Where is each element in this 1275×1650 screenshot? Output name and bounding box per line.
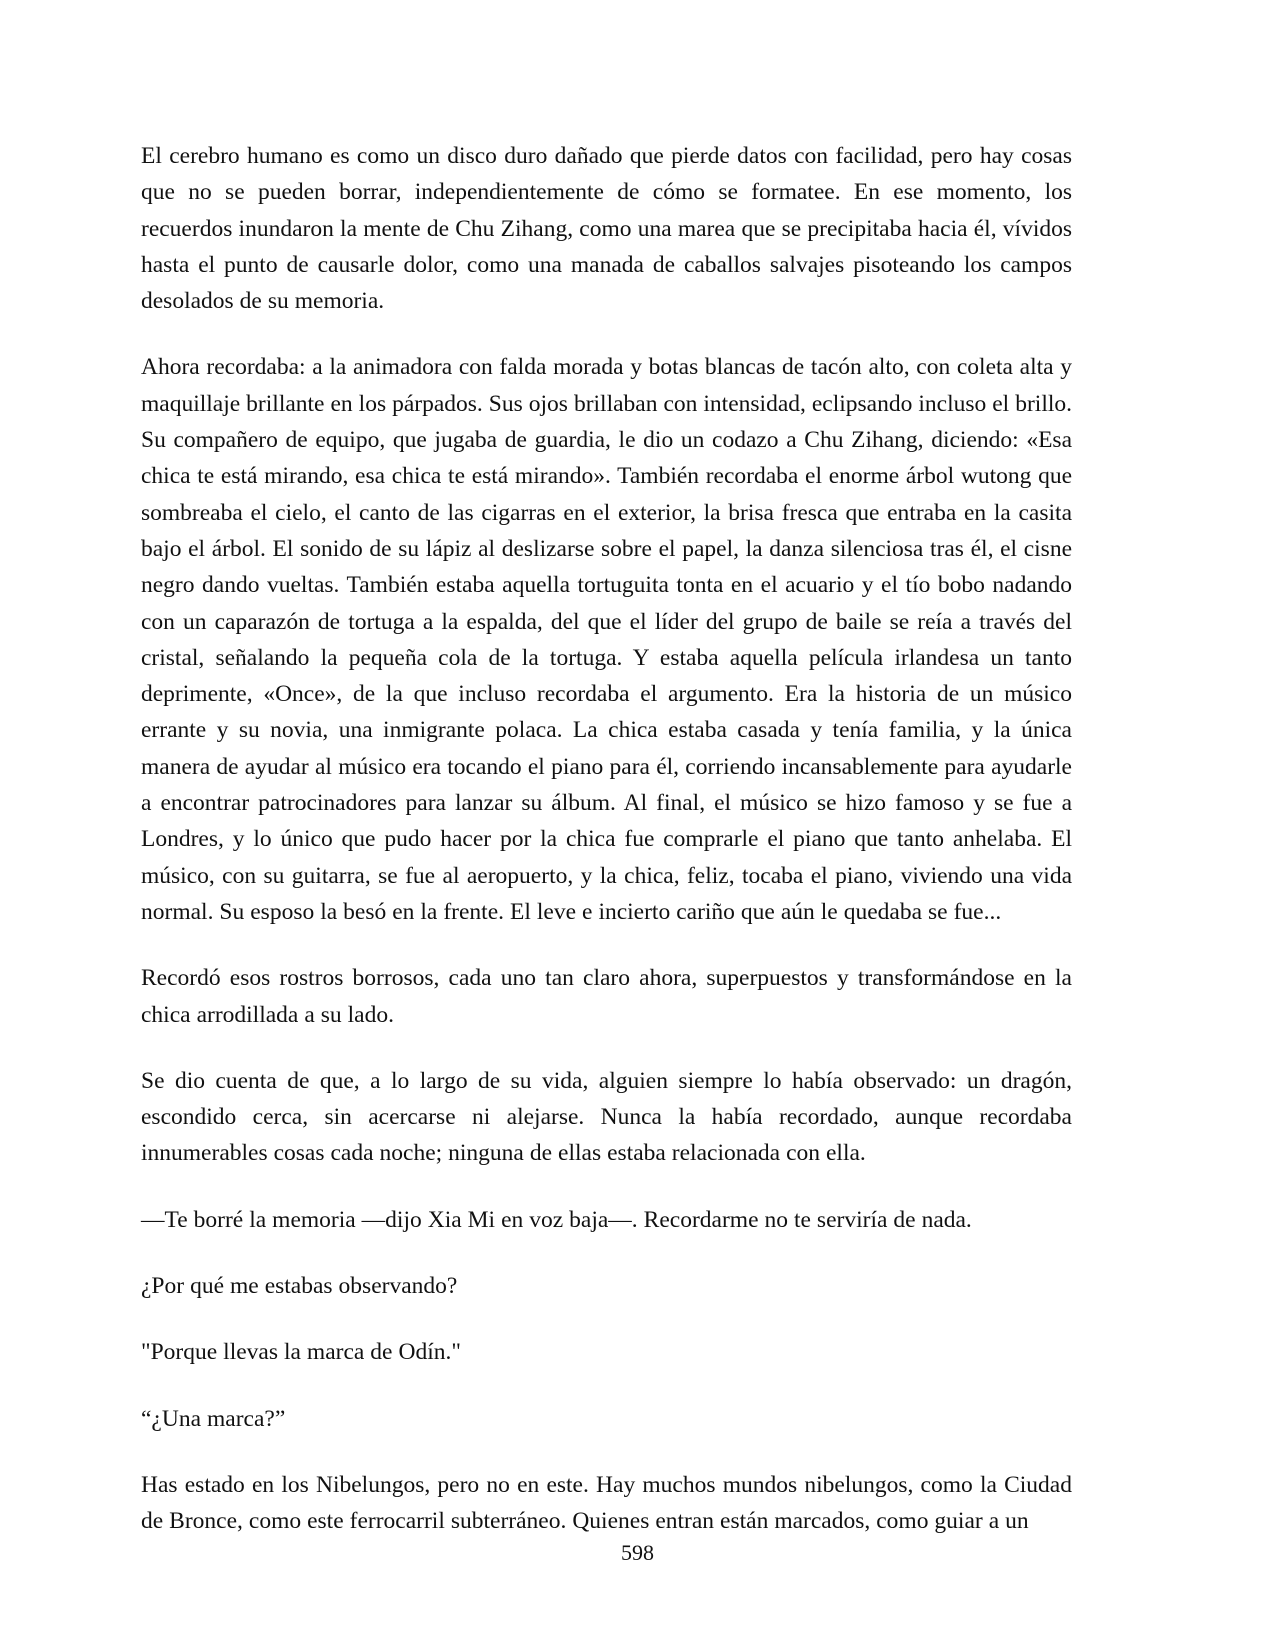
page-number: 598 (621, 1540, 654, 1565)
paragraph-4: Se dio cuenta de que, a lo largo de su vida, alguien siempre lo había observado: un dragón, escondido cerca, sin acercarse ni alejarse. Nunca la había recordado, aunque recordaba innumerables cosas cada noche; ninguna de ellas estaba relacionada con ella. (141, 1067, 1072, 1167)
paragraph-2: Ahora recordaba: a la animadora con falda morada y botas blancas de tacón alto, con coleta alta y maquillaje brillante en los párpados. Sus ojos brillaban con intensidad, eclipsando incluso el brillo. Su compañero de equipo, que jugaba de guardia, le dio un codazo a Chu Zihang, diciendo: «Esa chica te está mirando, esa chica te está mirando». También recordaba el enorme árbol wutong que sombreaba el cielo, el canto de las cigarras en el exterior, la brisa fresca que entraba en la casita bajo el árbol. El sonido de su lápiz al deslizarse sobre el papel, la danza silenciosa tras él, el cisne negro dando vueltas. También estaba aquella tortuguita tonta en el acuario y el tío bobo nadando con un caparazón de tortuga a la espalda, del que el líder del grupo de baile se reía a través del cristal, señalando la pequeña cola de la tortuga. Y estaba aquella película irlandesa un tanto deprimente, «Once», de la que incluso recordaba el argumento. Era la historia de un músico errante y su novia, una inmigrante polaca. La chica estaba casada y tenía familia, y la única manera de ayudar al músico era tocando el piano para él, corriendo incansablemente para ayudarle a encontrar patrocinadores para lanzar su álbum. Al final, el músico se hizo famoso y se fue a Londres, y lo único que pudo hacer por la chica fue comprarle el piano que tanto anhelaba. El músico, con su guitarra, se fue al aeropuerto, y la chica, feliz, tocaba el piano, viviendo una vida normal. Su esposo la besó en la frente. El leve e incierto cariño que aún le quedaba se fue... (141, 354, 1072, 925)
paragraph-8-quote: “¿Una marca?” (141, 1405, 286, 1432)
paragraph-9: Has estado en los Nibelungos, pero no en este. Hay muchos mundos nibelungos, como la Ciudad de Bronce, como este ferrocarril subterráneo. Quienes entran están marcados, como guiar a un (141, 1471, 1072, 1535)
paragraph-3: Recordó esos rostros borrosos, cada uno tan claro ahora, superpuestos y transformándose en la chica arrodillada a su lado. (141, 965, 1072, 1028)
paragraph-6-question: ¿Por qué me estabas observando? (141, 1273, 458, 1300)
body-text-block (141, 138, 1072, 1570)
paragraph-1: El cerebro humano es como un disco duro dañado que pierde datos con facilidad, pero hay cosas que no se pueden borrar, independientemente de cómo se formatee. En ese momento, los recuerdos inundaron la mente de Chu Zihang, como una marea que se precipitaba hacia él, vívidos hasta el punto de causarle dolor, como una manada de caballos salvajes pisoteando los campos desolados de su memoria. (141, 143, 1072, 315)
paragraph-7-quote: "Porque llevas la marca de Odín." (141, 1339, 461, 1366)
paragraph-5-dialogue: —Te borré la memoria —dijo Xia Mi en voz baja—. Recordarme no te serviría de nada. (141, 1206, 972, 1233)
